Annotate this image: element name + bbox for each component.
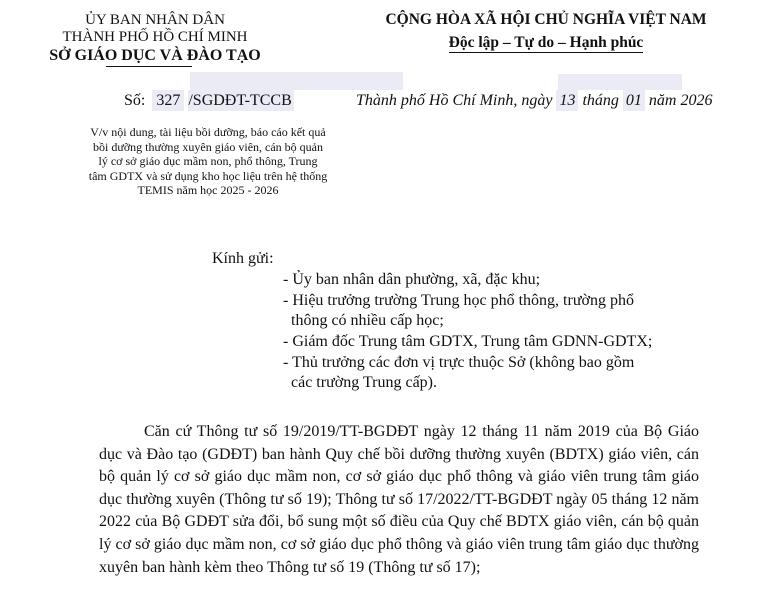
agency-city: THÀNH PHỐ HỒ CHÍ MINH: [62, 29, 248, 45]
date-year: năm 2026: [648, 92, 713, 109]
recipient-2: - Hiệu trưởng trường Trung học phổ thông, trường phổ: [283, 292, 634, 309]
date-place: Thành phố Hồ Chí Minh, ngày: [356, 92, 553, 109]
header-left-underline: [106, 66, 192, 67]
body-paragraph: Căn cứ Thông tư số 19/2019/TT-BGDĐT ngày 12 tháng 11 năm 2019 của Bộ Giáo dục và Đào tạo (GDĐT) ban hành Quy chế bồi dưỡng thường xuyên (BDTX) giáo viên, cán bộ quản lý cơ sở giáo dục mầm non, cơ sở giáo dục phổ thông và giáo viên trung tâm giáo dục thường xuyên (Thông tư số 19); Thông tư số 17/2022/TT-BGDĐT ngày 05 tháng 12 năm 2022 của Bộ GDĐT sửa đổi, bổ sung một số điều của Quy chế BDTX giáo viên, cán bộ quản lý cơ sở giáo dục mầm non, cơ sở giáo dục phổ thông và giáo viên trung tâm giáo dục thường xuyên ban hành kèm theo Thông tư số 19 (Thông tư số 17);: [99, 423, 699, 576]
recipients-greeting: Kính gửi:: [212, 250, 274, 267]
recipient-4: - Thủ trưởng các đơn vị trực thuộc Sở (không bao gồm: [283, 354, 635, 371]
recipient-2-cont: thông có nhiều cấp học;: [291, 312, 444, 329]
subject-block: V/v nội dung, tài liệu bồi dưỡng, báo cáo kết quả bồi dưỡng thường xuyên giáo viên, cán bộ quản lý cơ sở giáo dục mầm non, phổ thông, Trung tâm GDTX và sử dụng kho học liệu trên hệ thống TEMIS năm học 2025 - 2026: [88, 125, 328, 198]
national-motto: [333, 33, 759, 53]
doc-number-suffix: /SGDĐT-TCCB: [188, 92, 292, 109]
date-month: 01: [623, 90, 645, 111]
doc-number-prefix: Số:: [124, 92, 146, 109]
recipient-4-cont: các trường Trung cấp).: [291, 374, 437, 391]
agency-department: SỞ GIÁO DỤC VÀ ĐÀO TẠO: [49, 47, 261, 64]
doc-number-line: [124, 90, 294, 111]
country-name: CỘNG HÒA XÃ HỘI CHỦ NGHĨA VIỆT NAM: [385, 11, 707, 28]
recipient-3: - Giám đốc Trung tâm GDTX, Trung tâm GDNN-GDTX;: [283, 333, 653, 350]
date-month-label: tháng: [582, 92, 619, 109]
agency-name: ỦY BAN NHÂN DÂN: [85, 12, 225, 28]
date-highlight: [558, 74, 682, 90]
doc-number-field: 327: [152, 90, 184, 111]
doc-number-highlight: [190, 72, 403, 90]
national-motto-text: Độc lập – Tự do – Hạnh phúc: [448, 34, 644, 51]
recipient-1: - Ủy ban nhân dân phường, xã, đặc khu;: [283, 271, 541, 288]
date-line: [356, 90, 712, 111]
date-day: 13: [556, 90, 578, 111]
